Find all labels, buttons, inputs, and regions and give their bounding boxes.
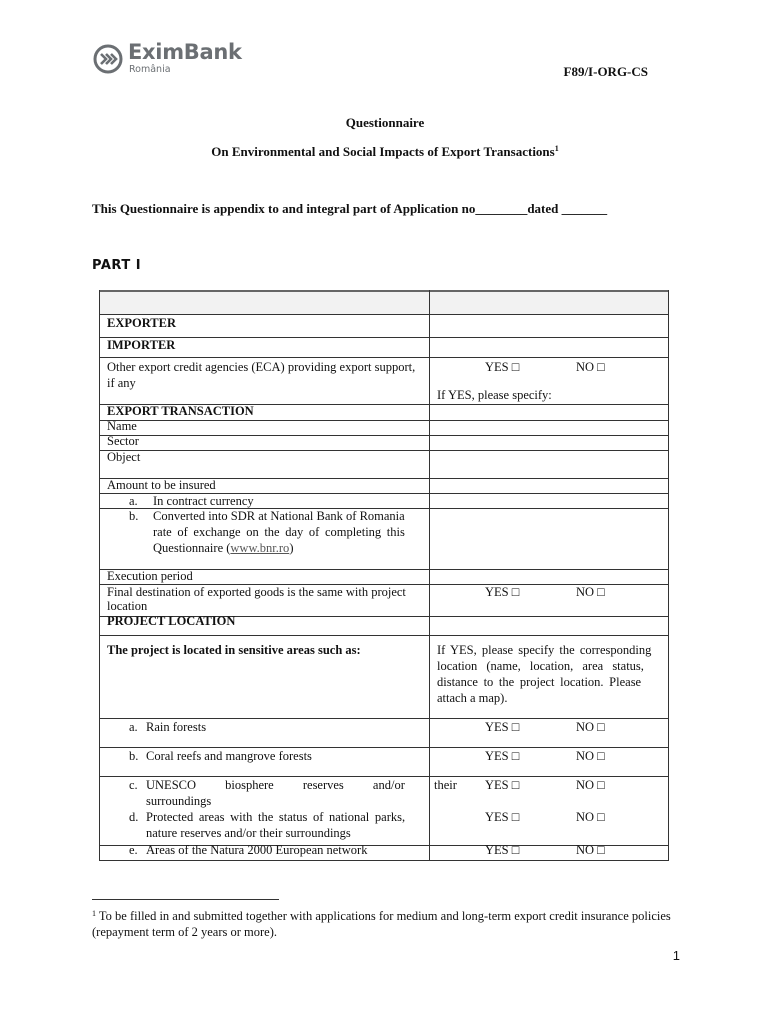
area-c-yes-checkbox[interactable]: YES □ [485, 778, 520, 792]
subtitle-footnote-mark: 1 [554, 144, 559, 153]
eximbank-logo [92, 40, 242, 80]
eca-yes-checkbox[interactable]: YES □ [485, 360, 520, 374]
area-a-label: Rain forests [146, 720, 207, 734]
footnote-text: To be filled in and submitted together with applications for medium and long-term export credit insurance policies (repayment term of 2 years or more). [92, 909, 671, 939]
eximbank-logo-icon [92, 43, 124, 75]
page-number: 1 [672, 948, 680, 963]
destination-line2: location [107, 599, 148, 613]
area-d-line2: nature reserves and/or their surroundings [146, 826, 351, 840]
amount-a-mark: a. [129, 494, 138, 508]
footnote [92, 906, 672, 940]
project-location-label: PROJECT LOCATION [107, 614, 236, 628]
area-b-label: Coral reefs and mangrove forests [146, 749, 312, 763]
amount-a-label: In contract currency [153, 494, 254, 508]
sensitive-specify-line2: location (name, location, area status, [437, 659, 644, 673]
area-d-yes-checkbox[interactable]: YES □ [485, 810, 520, 824]
exporter-label: EXPORTER [107, 316, 177, 330]
part-label: PART I [92, 258, 142, 273]
eca-label-line2: if any [107, 376, 136, 390]
logo-subtitle: România [129, 64, 171, 75]
object-label: Object [107, 450, 141, 464]
area-c-line2: surroundings [146, 794, 212, 808]
area-a-no-checkbox[interactable]: NO □ [576, 720, 605, 734]
sector-label: Sector [107, 434, 139, 448]
document-title: Questionnaire [345, 115, 425, 130]
area-b-yes-checkbox[interactable]: YES □ [485, 749, 520, 763]
document-subtitle: On Environmental and Social Impacts of Export Transactions$^1$ [211, 144, 559, 159]
form-code: F89/I-ORG-CS [563, 64, 648, 79]
area-e-yes-checkbox[interactable]: YES □ [485, 843, 520, 857]
area-a-mark: a. [129, 720, 138, 734]
amount-label: Amount to be insured [107, 478, 216, 492]
destination-line1: Final destination of exported goods is the same with project [107, 585, 406, 599]
sensitive-areas-label: The project is located in sensitive areas such as: [107, 643, 361, 657]
area-d-line1: Protected areas with the status of national parks, [146, 810, 406, 824]
importer-label: IMPORTER [107, 338, 176, 352]
area-d-no-checkbox[interactable]: NO □ [576, 810, 605, 824]
amount-b-mark: b. [129, 509, 139, 523]
footnote-separator [92, 899, 279, 900]
bnr-link[interactable]: www.bnr.ro [230, 541, 290, 555]
export-transaction-label: EXPORT TRANSACTION [107, 404, 254, 418]
area-c-line1: UNESCO biosphere reserves and/or their [146, 778, 457, 792]
area-c-mark: c. [129, 778, 138, 792]
area-b-mark: b. [129, 749, 139, 763]
eca-label-line1: Other export credit agencies (ECA) providing export support, [107, 360, 416, 374]
table-header-row [99, 290, 669, 314]
logo-name: EximBank [128, 40, 242, 64]
appendix-statement: This Questionnaire is appendix to and integral part of Application no________dated _______ [92, 201, 608, 216]
amount-b-line2: rate of exchange on the day of completing this [153, 525, 405, 539]
eca-no-checkbox[interactable]: NO □ [576, 360, 605, 374]
sensitive-specify-line4: attach a map). [437, 691, 508, 705]
area-d-mark: d. [129, 810, 139, 824]
area-b-no-checkbox[interactable]: NO □ [576, 749, 605, 763]
area-a-yes-checkbox[interactable]: YES □ [485, 720, 520, 734]
sensitive-specify-line3: distance to the project location. Please [437, 675, 642, 689]
area-e-no-checkbox[interactable]: NO □ [576, 843, 605, 857]
amount-b-line1: Converted into SDR at National Bank of Romania [153, 509, 405, 523]
area-e-mark: e. [129, 843, 138, 857]
name-label: Name [107, 419, 137, 433]
eca-specify-label: If YES, please specify: [437, 388, 552, 402]
area-c-no-checkbox[interactable]: NO □ [576, 778, 605, 792]
destination-yes-checkbox[interactable]: YES □ [485, 585, 520, 599]
sensitive-specify-line1: If YES, please specify the corresponding [437, 643, 652, 657]
area-e-label: Areas of the Natura 2000 European network [146, 843, 368, 857]
amount-b-line3: Questionnaire (www.bnr.ro) [153, 541, 294, 555]
footnote-mark: 1 [92, 909, 96, 918]
destination-no-checkbox[interactable]: NO □ [576, 585, 605, 599]
execution-label: Execution period [107, 569, 193, 583]
